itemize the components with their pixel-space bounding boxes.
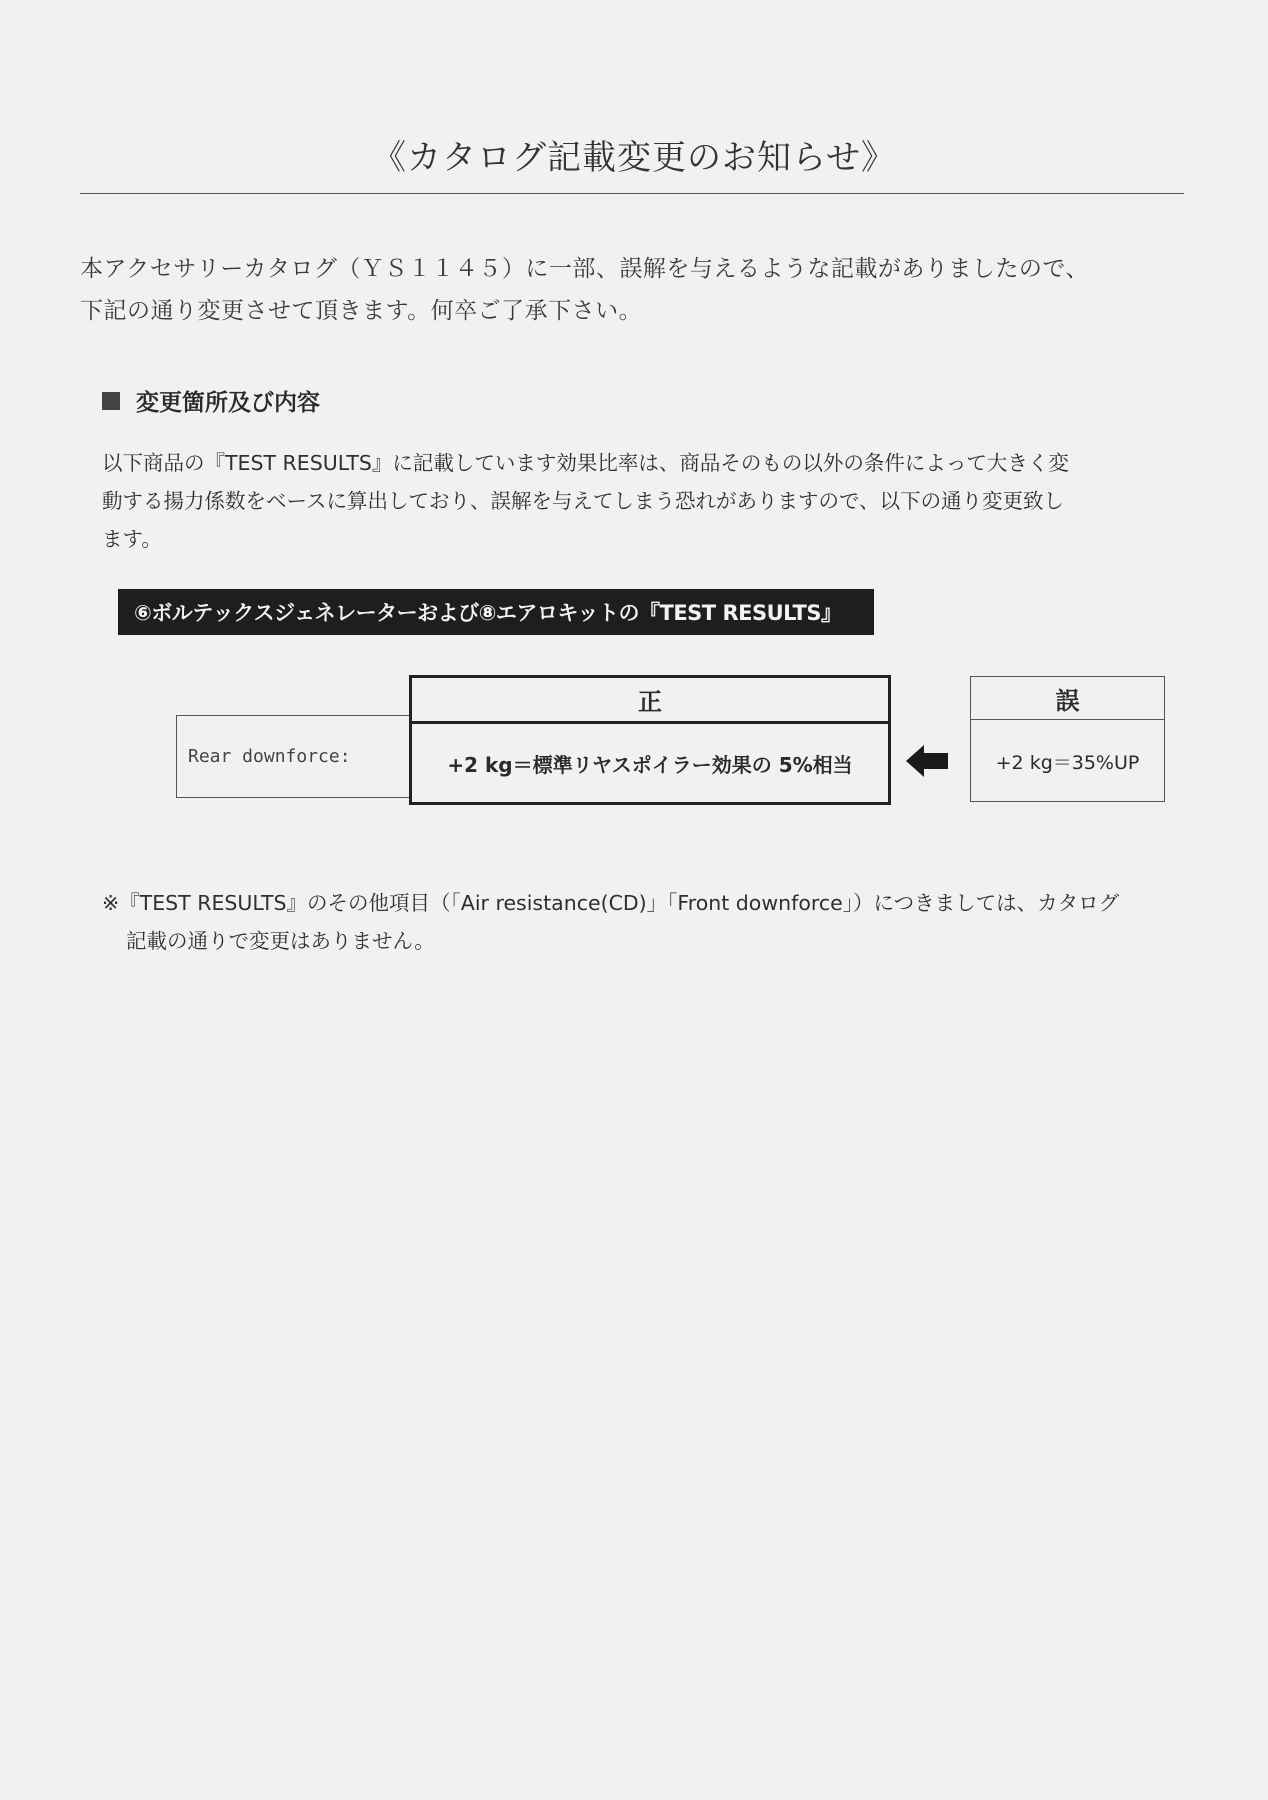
- intro-line-2: 下記の通り変更させて頂きます。何卒ご了承下さい。: [80, 298, 643, 324]
- title-divider: [80, 193, 1184, 194]
- section-heading-text: 変更箇所及び内容: [136, 390, 320, 416]
- correct-table: [409, 675, 891, 805]
- wrong-value: +2 kg＝35%UP: [995, 751, 1140, 774]
- page-title: 《カタログ記載変更のお知らせ》: [372, 138, 896, 178]
- section-heading: [102, 384, 320, 417]
- wrong-table: [970, 676, 1165, 802]
- square-bullet-icon: [102, 392, 120, 410]
- body-line-2: 動する揚力係数をベースに算出しており、誤解を与えてしまう恐れがありますので、以下の通り変更致し: [102, 489, 1065, 513]
- body-line-1: 以下商品の『TEST RESULTS』に記載しています効果比率は、商品そのもの以外の条件によって大きく変: [102, 451, 1069, 475]
- correct-value: +2 kg＝標準リヤスポイラー効果の 5%相当: [447, 752, 853, 777]
- arrow-left-icon: [906, 745, 948, 777]
- footnote: [102, 884, 1182, 960]
- intro-paragraph: [80, 248, 1190, 332]
- rear-downforce-label: Rear downforce:: [176, 715, 410, 798]
- correct-header: 正: [412, 678, 888, 724]
- footnote-line-1: ※『TEST RESULTS』のその他項目（「Air resistance(CD)」「Front downforce」）につきましては、カタログ: [102, 891, 1120, 915]
- intro-line-1: 本アクセサリーカタログ（ＹＳ１１４５）に一部、誤解を与えるような記載がありましたので、: [80, 256, 1089, 282]
- body-paragraph: [102, 444, 1172, 558]
- product-banner: ⑥ボルテックスジェネレーターおよび⑧エアロキットの『TEST RESULTS』: [118, 589, 874, 635]
- footnote-line-2: 記載の通りで変更はありません。: [126, 929, 435, 953]
- wrong-header: 誤: [971, 677, 1164, 720]
- body-line-3: ます。: [102, 527, 162, 551]
